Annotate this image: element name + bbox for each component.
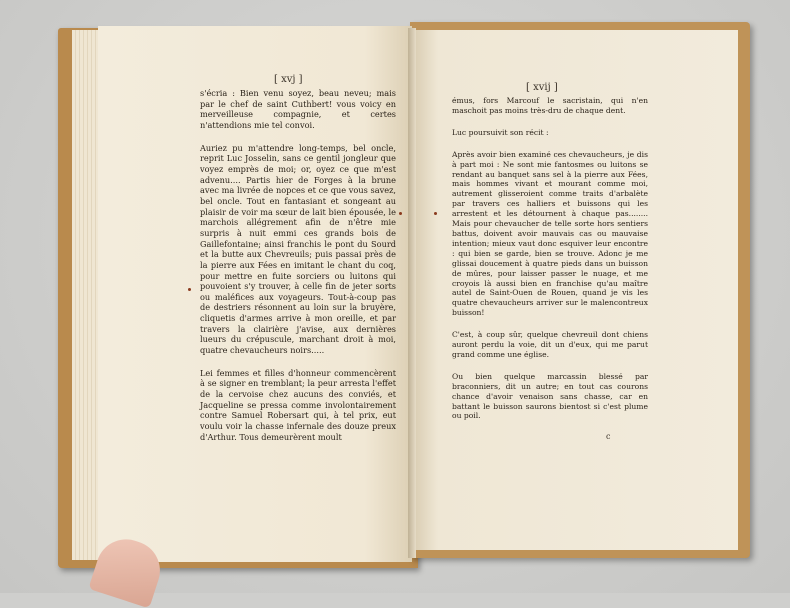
left-page-number: [ xvj ] <box>274 74 303 85</box>
right-paragraph: Après avoir bien examiné ces chevaucheurs, je dis à part moi : Ne sont mie fantosmes ou luitons se rendant au banquet sans sel à la pierre aux Fées, mais hommes vivant et mourant comme moi, autrement glisseroient comme traits d'arbalète par travers ces halliers et buissons qui les arrestent et les détournent à chaque pas........ Mais pour chevaucher de telle sorte hors sentiers battus, doivent avoir mauvais cas ou mauvaise intention; mieux vaut donc esquiver leur encontre : qui bien se garde, bien se trouve. Adonc je me glissai doucement à quatre pieds dans un buisson de mûres, pour laisser passer le nuage, et me croyois là aussi bien en franchise qu'au maître autel de Saint-Ouen de Rouen, quand je vis les quatre chevaucheurs arriver sur le malencontreux buisson! <box>452 149 648 318</box>
right-paragraph: émus, fors Marcouf le sacristain, qui n'en maschoit pas moins très-dru de chaque dent. <box>452 96 648 115</box>
right-page-number: [ xvij ] <box>526 82 558 93</box>
left-paragraph: Auriez pu m'attendre long-temps, bel oncle, reprit Luc Josselin, sans ce gentil jongleur que voyez emprès de moi; or, oyez ce que m'est advenu.... Partis hier de Forges à la brune avec ma livrée de nopces et ce que vous savez, bel oncle. Tout en fantasiant et songeant au plaisir de voir ma sœur de lait bien épousée, le marchois allégrement afin de n'être mie surpris à nuit emmi ces grands bois de Gaillefontaine; ainsi franchis le pont du Sourd et la butte aux Chevreuils; puis passai près de la pierre aux Fées en imitant le chant du coq, pour mettre en fuite sorciers ou luitons qui pouvoient s'y trouver, à celle fin de jeter sorts ou maléfices aux voyageurs. Tout-à-coup pas de destriers résonnent au loin sur la bruyère, cliquetis d'armes arrive à mon oreille, et par travers la clairière j'avise, aux dernières lueurs du crépuscule, marchant droit à moi, quatre chevaucheurs noirs..... <box>200 142 396 356</box>
right-paragraph: C'est, à coup sûr, quelque chevreuil dont chiens auront perdu la voie, dit un d'eux, qui me parut grand comme une église. <box>452 330 648 359</box>
foxing-spot <box>434 212 437 215</box>
foxing-spot <box>399 212 402 215</box>
right-paragraph: Luc poursuivit son récit : <box>452 127 549 137</box>
right-paragraph: Ou bien quelque marcassin blessé par braconniers, dit un autre; en tout cas courons chance d'avoir venaison sans chasse, car en battant le buisson saurons bientost si c'est plume ou poil. <box>452 371 648 421</box>
signature-mark: c <box>606 432 611 441</box>
left-paragraph: s'écria : Bien venu soyez, beau neveu; mais par le chef de saint Cuthbert! vous voicy en merveilleuse compagnie, et certes n'attendions mie tel convoi. <box>200 88 396 130</box>
gutter <box>408 28 416 558</box>
right-page-text <box>452 96 648 433</box>
open-book <box>58 22 748 570</box>
left-page-text <box>200 88 396 454</box>
left-paragraph: Lei femmes et filles d'honneur commencèrent à se signer en tremblant; la peur arresta l'effet de la cervoise chez aucuns des conviés, et Jacqueline se pressa comme involontairement contre Samuel Robersart qui, à tel prix, eut voulu voir la chasse infernale des douze preux d'Arthur. Tous demeurèrent moult <box>200 367 396 442</box>
foxing-spot <box>188 288 191 291</box>
